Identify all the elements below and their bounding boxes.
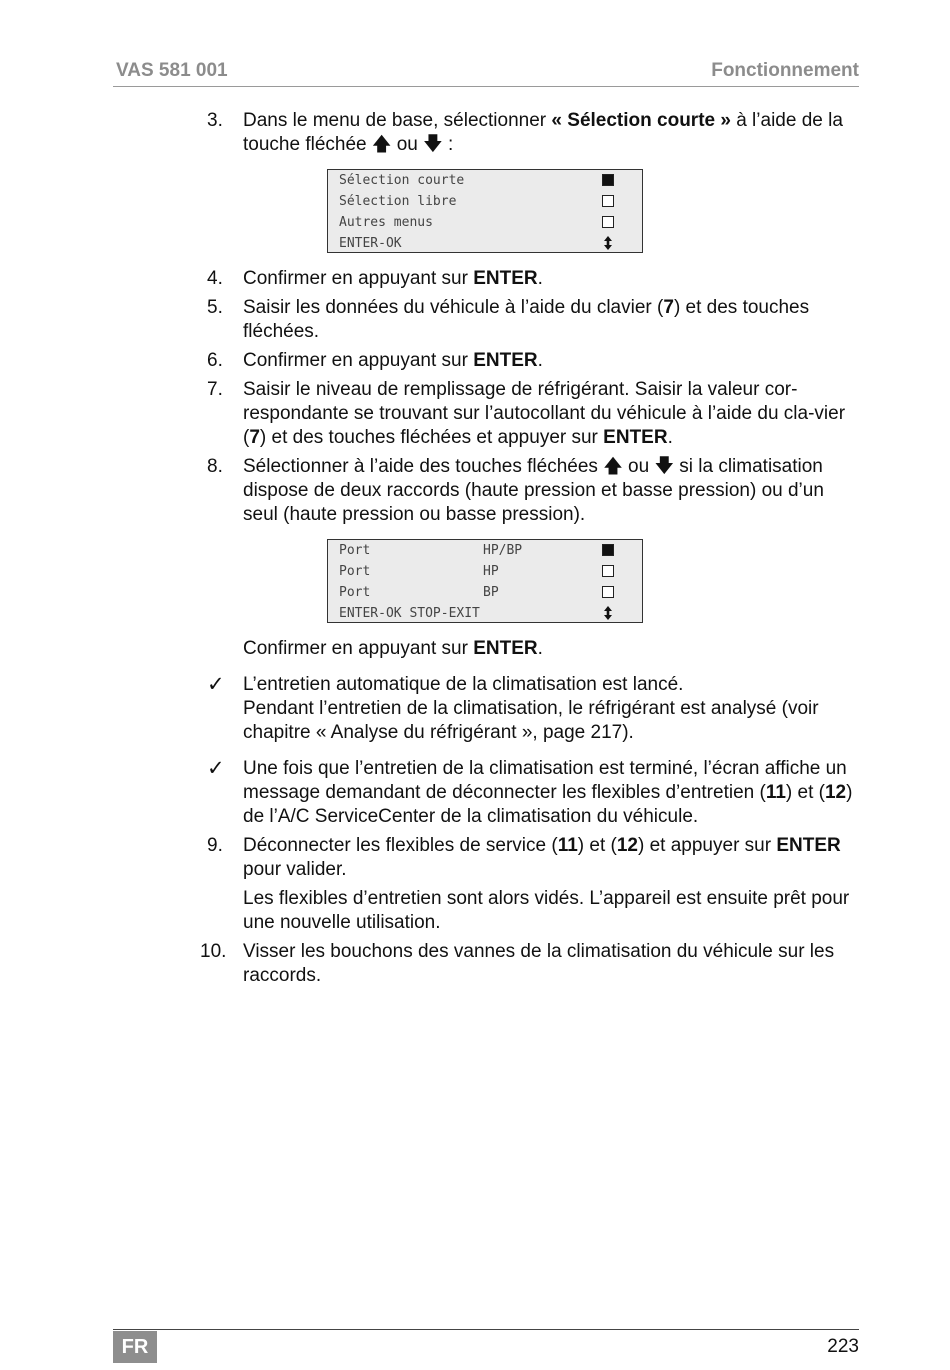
lcd-option-value: HP/BP [483,543,523,558]
confirm-line: Confirmer en appuyant sur ENTER. [243,638,543,659]
lcd-row [339,212,634,233]
step-number: 3. [207,110,223,131]
checkbox-empty-icon [602,565,614,577]
page-header [113,58,859,87]
step-7: 7. Saisir le niveau de remplissage de réfrigérant. Saisir la valeur cor-respondante se trouvant sur l’autocollant du véhicule à l’aide du cla-vier (7) et des touches fléchées et appuyer sur ENTER. [207,379,846,448]
up-down-arrow-icon [602,605,614,621]
checkbox-empty-icon [602,195,614,207]
step-9: 9. Déconnecter les flexibles de service (11) et (12) et appuyer sur ENTER pour valider. [207,835,841,880]
checkbox-checked-icon [602,174,614,186]
step-9-note: Les flexibles d’entretien sont alors vidés. L’appareil est ensuite prêt pour une nouvelle utilisation. [243,888,850,933]
lcd-option-label: Autres menus [339,215,433,230]
lcd-row [339,540,634,561]
checkmark-icon: ✓ [207,673,225,696]
checkmark-icon: ✓ [207,757,225,780]
step-6: 6. Confirmer en appuyant sur ENTER. [207,350,543,371]
lcd-row [339,582,634,603]
lcd-display-port [327,539,643,623]
checkbox-empty-icon [602,586,614,598]
lcd-display-menu [327,169,643,253]
page-number: 223 [827,1336,859,1357]
arrow-down-icon: 🡇 [423,134,443,155]
step-number: 9. [207,835,223,856]
step-number: 6. [207,350,223,371]
result-2: ✓ Une fois que l’entretien de la climatisation est terminé, l’écran affiche un message demandant de déconnecter les flexibles d’entretien (11) et (12) de l’A/C ServiceCenter de la climatisation du véhicule. [207,757,853,827]
step-number: 5. [207,297,223,318]
lcd-option-value: HP [483,564,499,579]
lcd-row [339,170,634,191]
lcd-footer-text: ENTER-OK [339,236,402,251]
header-product: VAS 581 001 [116,60,228,81]
lcd-row [339,603,634,624]
step-10: 10. Visser les bouchons des vannes de la climatisation du véhicule sur les raccords. [200,941,835,986]
lcd-row [339,233,634,254]
lcd-row [339,191,634,212]
step-number: 8. [207,456,223,477]
arrow-down-icon: 🡇 [654,456,674,477]
page-content [200,109,859,993]
arrow-up-icon: 🡅 [603,456,623,477]
lcd-option-label: Port [339,543,371,558]
step-3: 3. Dans le menu de base, sélectionner « Sélection courte » à l’aide de la touche fléchée 🡅 ou 🡇 : [207,110,843,155]
step-5: 5. Saisir les données du véhicule à l’aide du clavier (7) et des touches fléchées. [207,297,810,342]
lcd-footer-text: ENTER-OK STOP-EXIT [339,606,480,621]
arrow-up-icon: 🡅 [371,134,392,155]
step-number: 7. [207,379,223,400]
step-number: 4. [207,268,223,289]
lcd-option-value: BP [483,585,499,600]
step-4: 4. Confirmer en appuyant sur ENTER. [207,268,543,289]
header-section: Fonctionnement [711,60,859,81]
lcd-option-label: Port [339,564,371,579]
checkbox-empty-icon [602,216,614,228]
up-down-arrow-icon [602,235,614,251]
lcd-option-label: Sélection courte [339,173,465,188]
language-badge: FR [113,1331,157,1363]
step-number: 10. [200,941,227,962]
page-footer [113,1329,859,1358]
lcd-option-label: Sélection libre [339,194,457,209]
checkbox-checked-icon [602,544,614,556]
step-8: 8. Sélectionner à l’aide des touches fléchées 🡅 ou 🡇 si la climatisation dispose de deux raccords (haute pression et basse pression) ou d’un seul (haute pression ou basse pression). [207,456,824,525]
lcd-row [339,561,634,582]
result-1: ✓ L’entretien automatique de la climatisation est lancé. Pendant l’entretien de la climatisation, le réfrigérant est analysé (voir chapitre « Analyse du réfrigérant », page 217). [207,673,819,743]
lcd-option-label: Port [339,585,371,600]
